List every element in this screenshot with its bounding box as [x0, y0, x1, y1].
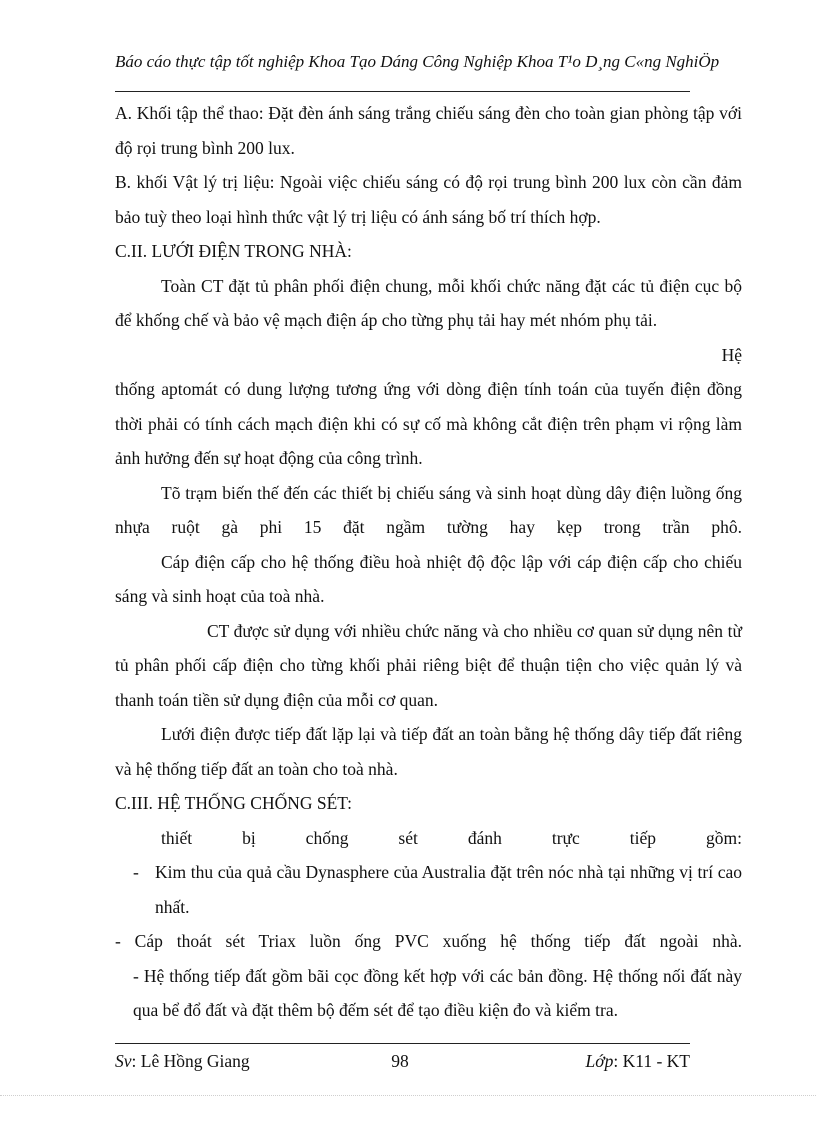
header-title: Báo cáo thực tập tốt nghiệp Khoa Tạo Dáng Công Nghiệp Khoa T¹o D¸ng C«ng NghiÖp [115, 52, 720, 71]
header-divider [115, 91, 690, 92]
paragraph-sports-block: A. Khối tập thể thao: Đặt đèn ánh sáng trắng chiếu sáng đèn cho toàn gian phòng tập với độ rọi trung bình 200 lux. [115, 103, 742, 158]
bullet-text: Kim thu của quả cầu Dynasphere của Australia đặt trên nóc nhà tại những vị trí cao nhất. [155, 862, 742, 917]
paragraph-distribution: Toàn CT đặt tủ phân phối điện chung, mỗi khối chức năng đặt các tủ điện cục bộ để khống chế và bảo vệ mạch điện áp cho từng phụ tải hay mét nhóm phụ tải. [115, 275, 742, 330]
paragraph-physio-block: B. khối Vật lý trị liệu: Ngoài việc chiếu sáng có độ rọi trung bình 200 lux còn cần đảm bảo tuỳ theo loại hình thức vật lý trị liệu có ánh sáng bố trí thích hợp. [115, 172, 742, 227]
paragraph-grounding: Lưới điện được tiếp đất lặp lại và tiếp đất an toàn bằng hệ thống dây tiếp đất riêng và hệ thống tiếp đất an toàn cho toà nhà. [115, 724, 742, 779]
class-name: : K11 - KT [613, 1051, 690, 1071]
footer-divider [115, 1043, 690, 1044]
paragraph-lightning-intro: thiết bị chống sét đánh trực tiếp gồm: [161, 827, 742, 848]
paragraph-breaker: thống aptomát có dung lượng tương ứng với dòng điện tính toán của tuyến điện đồng thời phải có tính cách mạch điện khi có sự cố mà không cắt điện trên phạm vi rộng làm ảnh hưởng đến sự hoạt động của công trình. [115, 379, 742, 468]
page-number: 98 [391, 1051, 409, 1071]
student-name: : Lê Hồng Giang [131, 1051, 250, 1071]
paragraph-distribution-tail: Hệ [721, 344, 742, 365]
bullet-mark: - [133, 862, 139, 882]
heading-indoor-grid: C.II. LƯỚI ĐIỆN TRONG NHÀ: [115, 241, 352, 261]
paragraph-down-conductor: - Cáp thoát sét Triax luồn ống PVC xuống hệ thống tiếp đất ngoài nhà. [115, 931, 742, 951]
student-label: Sv [115, 1051, 132, 1071]
list-item [115, 855, 742, 924]
page-header [115, 51, 735, 72]
class-label: Lớp [585, 1051, 614, 1071]
paragraph-hvac-cable: Cáp điện cấp cho hệ thống điều hoà nhiệt độ độc lập với cáp điện cấp cho chiếu sáng và sinh hoạt của toà nhà. [115, 551, 742, 606]
heading-lightning: C.III. HỆ THỐNG CHỐNG SÉT: [115, 793, 352, 813]
paragraph-multi-agency: CT được sử dụng với nhiều chức năng và cho nhiều cơ quan sử dụng nên từ tủ phân phối cấp điện cho từng khối phải riêng biệt để thuận tiện cho việc quản lý và thanh toán tiền sử dụng điện của mỗi cơ quan. [115, 620, 742, 710]
document-body [115, 96, 742, 1028]
page-edge [0, 1095, 816, 1096]
footer-class [586, 1050, 690, 1072]
paragraph-wiring: Tõ trạm biến thế đến các thiết bị chiếu sáng và sinh hoạt dùng dây điện luồng ống nhựa ruột gà phi 15 đặt ngầm tường hay kẹp trong trần phô. [115, 482, 742, 537]
paragraph-earthing: - Hệ thống tiếp đất gồm bãi cọc đồng kết hợp với các bản đồng. Hệ thống nối đất này qua bể đổ đất và đặt thêm bộ đếm sét để tạo điều kiện đo và kiểm tra. [133, 965, 742, 1020]
